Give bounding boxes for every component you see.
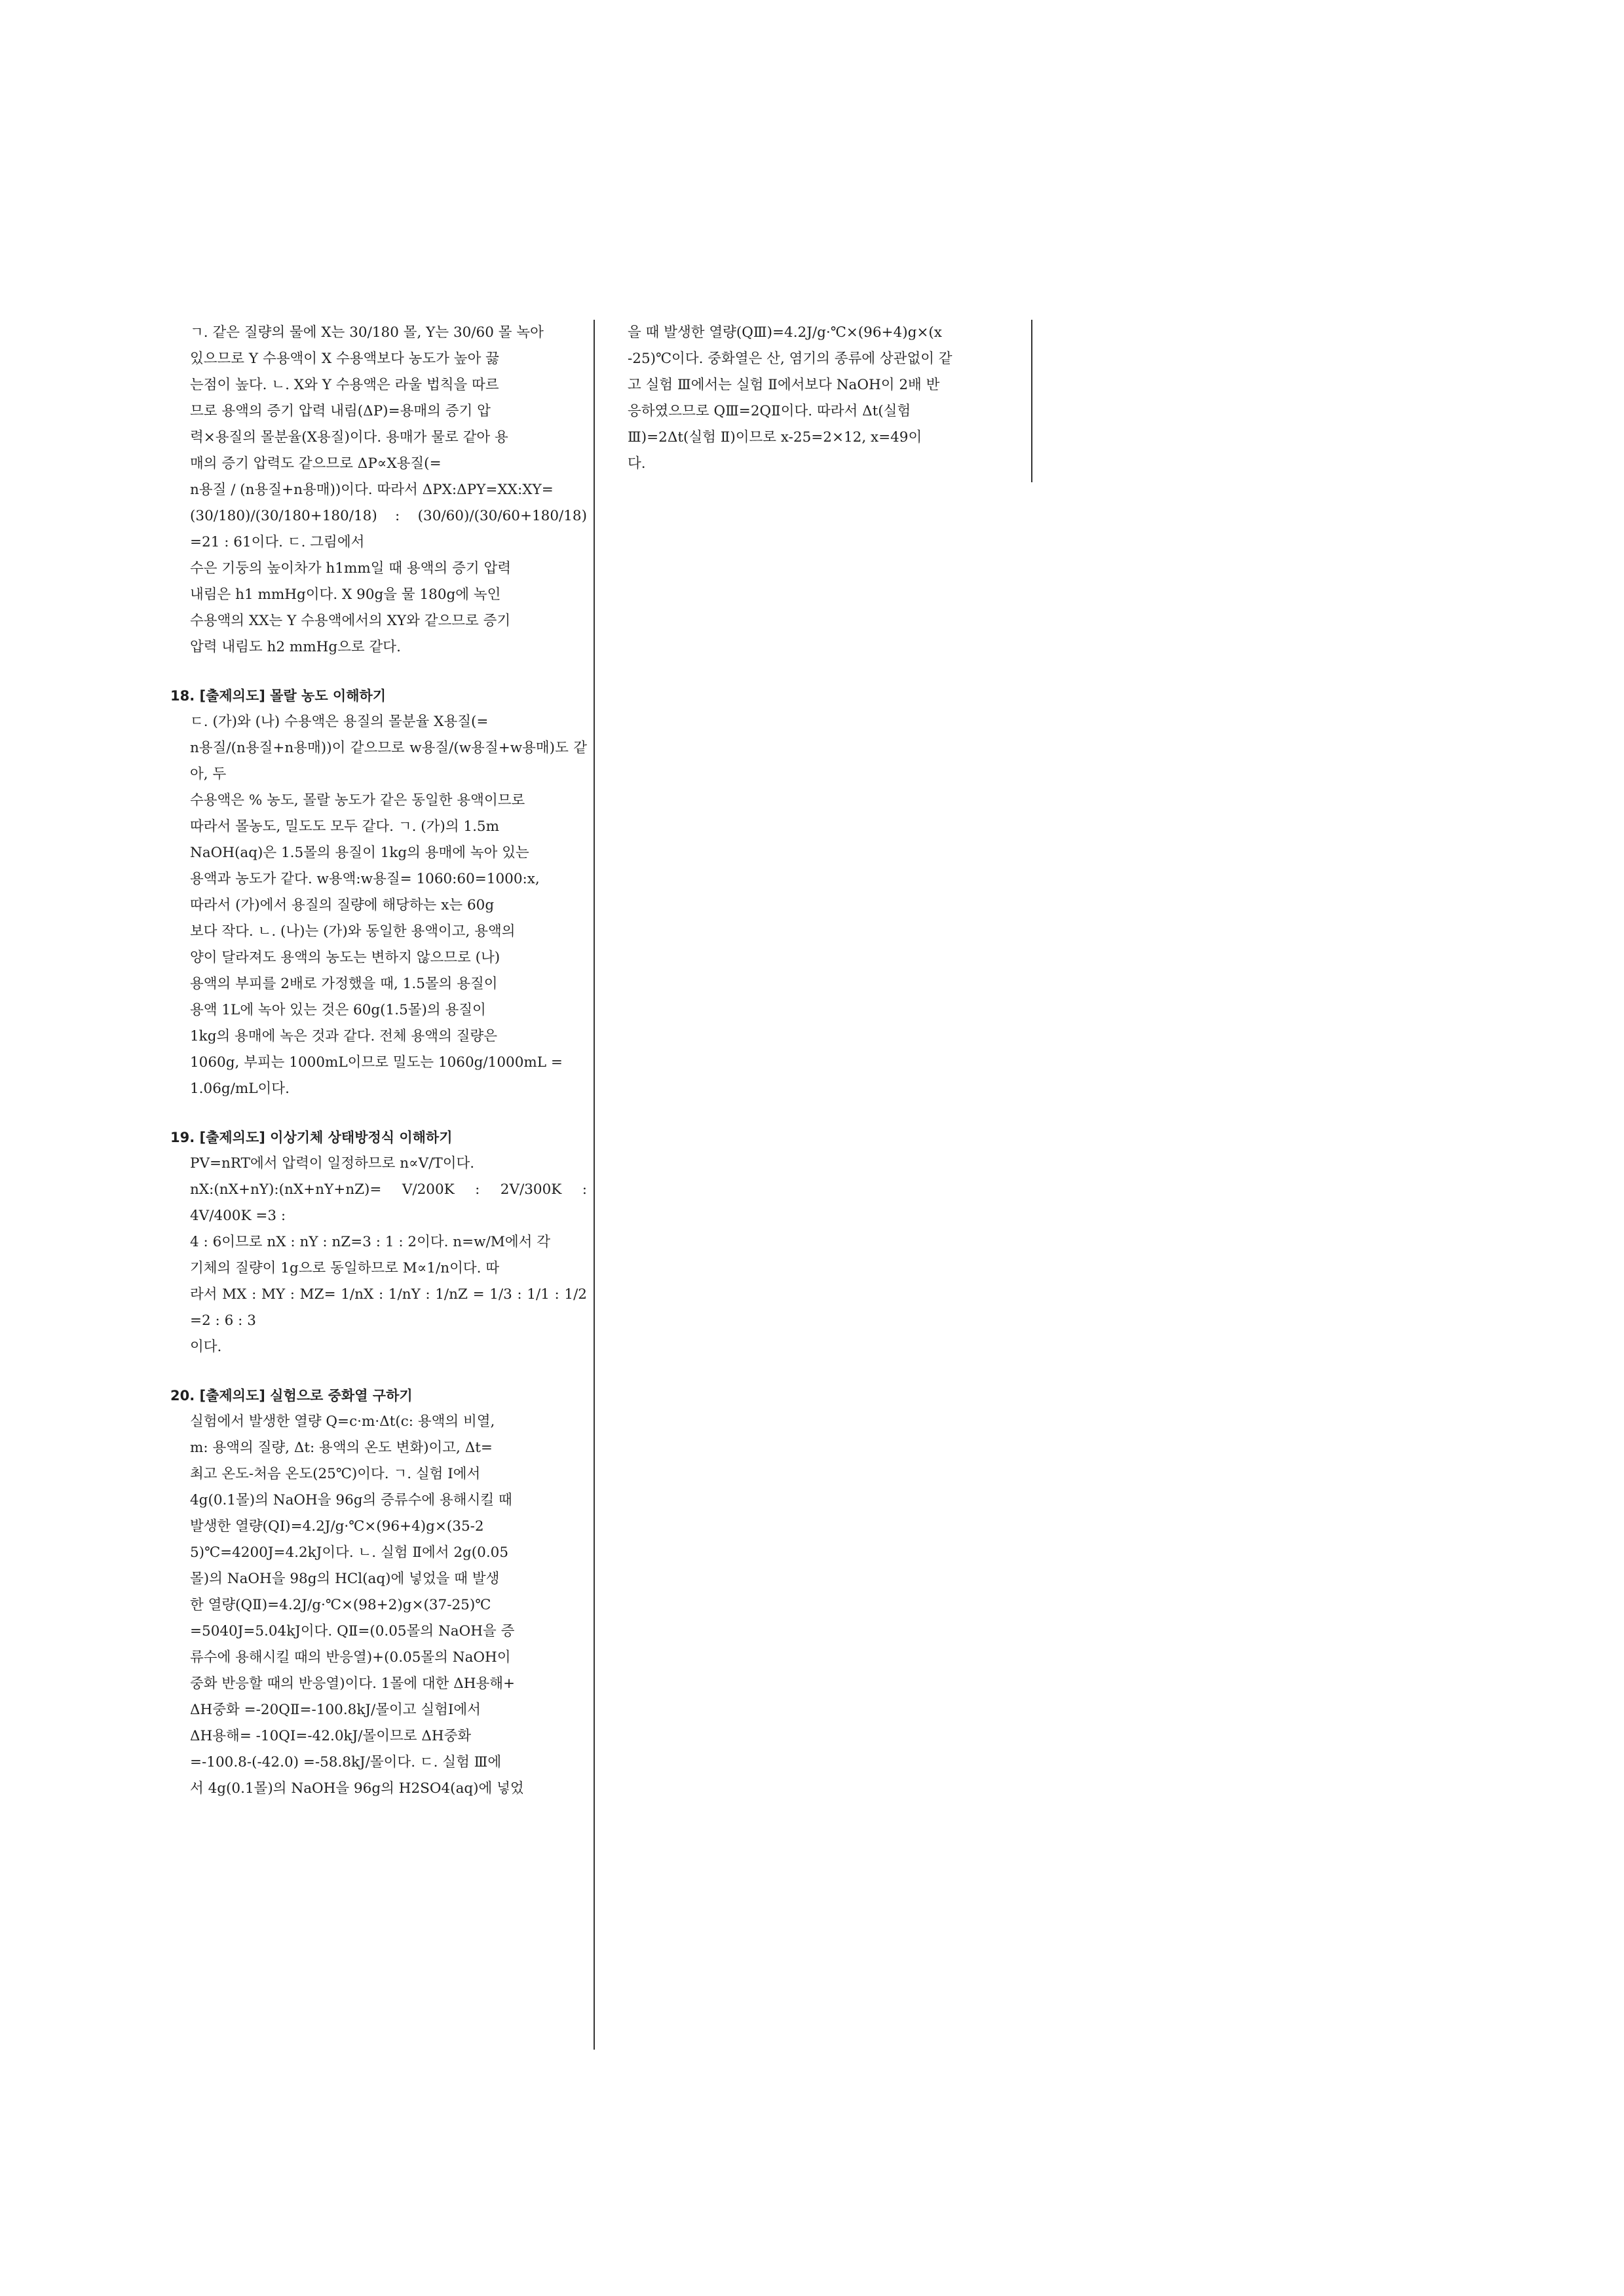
text-line: 압력 내림도 h2 mmHg으로 같다. <box>190 639 401 655</box>
text-line: 용액 1L에 녹아 있는 것은 60g(1.5몰)의 용질이 <box>190 1002 486 1018</box>
text-line: ΔH중화 =-20QⅡ=-100.8kJ/몰이고 실험Ⅰ에서 <box>190 1702 481 1718</box>
text-line: ㄱ. 같은 질량의 물에 X는 30/180 몰, Y는 30/60 몰 녹아 <box>190 324 544 341</box>
section-20-continued <box>628 320 1029 477</box>
text-line: 고 실험 Ⅲ에서는 실험 Ⅱ에서보다 NaOH이 2배 반 <box>628 377 940 393</box>
text-line: 을 때 발생한 열량(QⅢ)=4.2J/g·℃×(96+4)g×(x <box>628 324 942 341</box>
text-line: 있으므로 Y 수용액이 X 수용액보다 농도가 높아 끓 <box>190 351 499 367</box>
text-line: (30/180)/(30/180+180/18) : (30/60)/(30/60+180/18) =21 : 61이다. ㄷ. 그림에서 <box>190 508 587 550</box>
text-line: 용액과 농도가 같다. w용액:w용질= 1060:60=1000:x, <box>190 871 540 887</box>
text-line: PV=nRT에서 압력이 일정하므로 n∝V/T이다. <box>190 1155 475 1172</box>
text-line: m: 용액의 질량, Δt: 용액의 온도 변화)이고, Δt= <box>190 1440 493 1456</box>
section-18-body <box>170 709 587 1102</box>
text-line: 중화 반응할 때의 반응열)이다. 1몰에 대한 ΔH용해+ <box>190 1675 516 1692</box>
text-line: Ⅲ)=2Δt(실험 Ⅱ)이므로 x-25=2×12, x=49이 <box>628 429 922 446</box>
text-line: 1kg의 용매에 녹은 것과 같다. 전체 용액의 질량은 <box>190 1028 497 1044</box>
text-line: 응하였으므로 QⅢ=2QⅡ이다. 따라서 Δt(실험 <box>628 403 911 419</box>
text-line: 발생한 열량(QⅠ)=4.2J/g·℃×(96+4)g×(35-2 <box>190 1518 484 1535</box>
text-line: =5040J=5.04kJ이다. QⅡ=(0.05몰의 NaOH을 증 <box>190 1623 515 1639</box>
text-line: 따라서 (가)에서 용질의 질량에 해당하는 x는 60g <box>190 897 495 913</box>
text-line: n용질 / (n용질+n용매))이다. 따라서 ΔPX:ΔPY=XX:XY= <box>190 482 554 498</box>
text-line: 서 4g(0.1몰)의 NaOH을 96g의 H2SO4(aq)에 넣었 <box>190 1780 524 1797</box>
text-line: 1.06g/mL이다. <box>190 1081 290 1097</box>
section-20-heading: 20. [출제의도] 실험으로 중화열 구하기 <box>170 1388 413 1404</box>
text-line: 이다. <box>190 1339 222 1355</box>
text-line: 5)℃=4200J=4.2kJ이다. ㄴ. 실험 Ⅱ에서 2g(0.05 <box>190 1544 509 1561</box>
text-line: 4 : 6이므로 nX : nY : nZ=3 : 1 : 2이다. n=w/M에서 각 <box>190 1234 550 1250</box>
text-line: n용질/(n용질+n용매))이 같으므로 w용질/(w용질+w용매)도 같아, 두 <box>190 740 587 782</box>
text-line: 최고 온도-처음 온도(25℃)이다. ㄱ. 실험 Ⅰ에서 <box>190 1466 481 1482</box>
section-19-body <box>170 1151 587 1360</box>
text-line: =-100.8-(-42.0) =-58.8kJ/몰이다. ㄷ. 실험 Ⅲ에 <box>190 1754 502 1770</box>
text-line: 다. <box>628 455 646 472</box>
text-line: 내림은 h1 mmHg이다. X 90g을 물 180g에 녹인 <box>190 586 501 603</box>
right-column-end-rule <box>1031 320 1032 482</box>
text-line: ㄷ. (가)와 (나) 수용액은 용질의 몰분율 X용질(= <box>190 714 489 730</box>
left-column <box>170 320 587 1802</box>
text-line: 수용액의 XX는 Y 수용액에서의 XY와 같으므로 증기 <box>190 613 511 629</box>
text-line: 양이 달라져도 용액의 농도는 변하지 않으므로 (나) <box>190 949 500 966</box>
section-20-body <box>170 1409 587 1802</box>
text-line: 므로 용액의 증기 압력 내림(ΔP)=용매의 증기 압 <box>190 403 491 419</box>
text-line: 실험에서 발생한 열량 Q=c·m·Δt(c: 용액의 비열, <box>190 1413 495 1430</box>
text-line: 기체의 질량이 1g으로 동일하므로 M∝1/n이다. 따 <box>190 1260 500 1276</box>
right-column <box>628 320 1029 477</box>
text-line: 라서 MX : MY : MZ= 1/nX : 1/nY : 1/nZ = 1/3 : 1/1 : 1/2 =2 : 6 : 3 <box>190 1286 587 1329</box>
text-line: 매의 증기 압력도 같으므로 ΔP∝X용질(= <box>190 455 442 472</box>
text-line: 4g(0.1몰)의 NaOH을 96g의 증류수에 용해시킬 때 <box>190 1492 512 1508</box>
text-line: 몰)의 NaOH을 98g의 HCl(aq)에 넣었을 때 발생 <box>190 1571 500 1587</box>
text-line: 1060g, 부피는 1000mL이므로 밀도는 1060g/1000mL = <box>190 1054 563 1071</box>
text-line: 는점이 높다. ㄴ. X와 Y 수용액은 라울 법칙을 따르 <box>190 377 499 393</box>
text-line: 따라서 몰농도, 밀도도 모두 같다. ㄱ. (가)의 1.5m <box>190 818 500 835</box>
text-line: 보다 작다. ㄴ. (나)는 (가)와 동일한 용액이고, 용액의 <box>190 923 516 940</box>
text-line: -25)℃이다. 중화열은 산, 염기의 종류에 상관없이 같 <box>628 351 953 367</box>
section-18-heading: 18. [출제의도] 몰랄 농도 이해하기 <box>170 688 387 704</box>
text-line: 류수에 용해시킬 때의 반응열)+(0.05몰의 NaOH이 <box>190 1649 511 1666</box>
section-19-heading: 19. [출제의도] 이상기체 상태방정식 이해하기 <box>170 1130 453 1145</box>
text-line: 력×용질의 몰분율(X용질)이다. 용매가 물로 같아 용 <box>190 429 508 446</box>
text-line: 수은 기둥의 높이차가 h1mm일 때 용액의 증기 압력 <box>190 560 511 577</box>
section-17-body <box>170 320 587 660</box>
text-line: 용액의 부피를 2배로 가정했을 때, 1.5몰의 용질이 <box>190 976 498 992</box>
text-line: 한 열량(QⅡ)=4.2J/g·℃×(98+2)g×(37-25)℃ <box>190 1597 491 1613</box>
text-line: NaOH(aq)은 1.5몰의 용질이 1kg의 용매에 녹아 있는 <box>190 845 529 861</box>
text-line: ΔH용해= -10QⅠ=-42.0kJ/몰이므로 ΔH중화 <box>190 1728 472 1744</box>
text-line: nX:(nX+nY):(nX+nY+nZ)= V/200K : 2V/300K : 4V/400K =3 : <box>190 1181 587 1224</box>
column-divider <box>594 320 595 2050</box>
text-line: 수용액은 % 농도, 몰랄 농도가 같은 동일한 용액이므로 <box>190 792 525 809</box>
